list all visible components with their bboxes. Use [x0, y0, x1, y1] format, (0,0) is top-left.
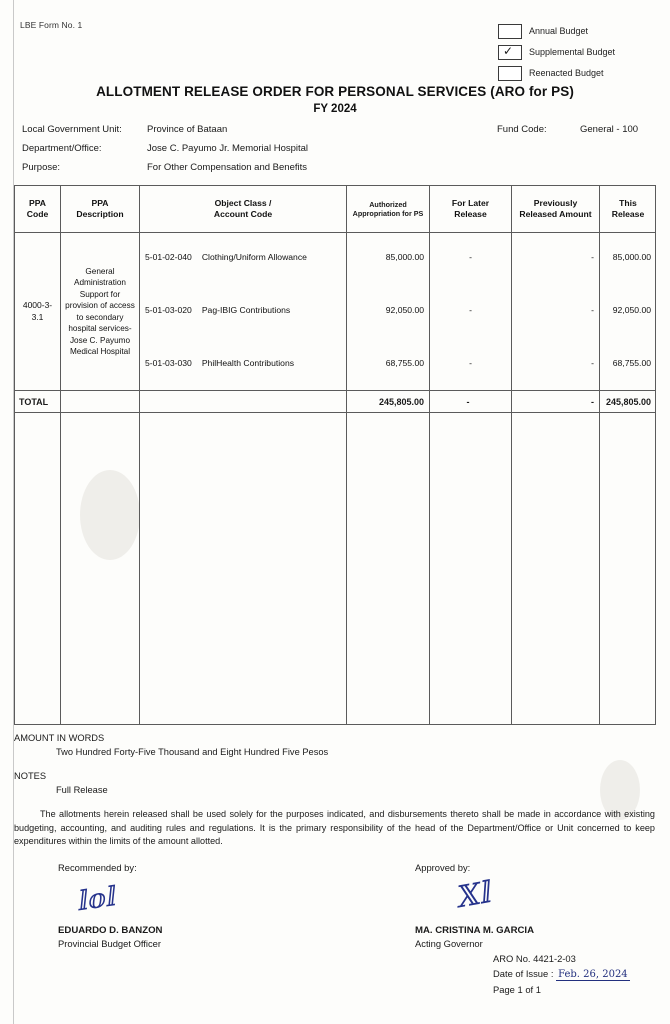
- checkbox-icon[interactable]: [498, 24, 522, 39]
- total-label: TOTAL: [19, 396, 49, 407]
- header-this-release: This Release: [611, 198, 645, 219]
- header-row-lgu: [22, 124, 652, 143]
- this-release-amount: 85,000.00: [612, 252, 651, 262]
- checkbox-checked-icon[interactable]: [498, 45, 522, 60]
- fiscal-year: FY 2024: [313, 103, 357, 115]
- header-object-class: Object Class / Account Code: [213, 198, 273, 219]
- recommended-by-name: EDUARDO D. BANZON: [58, 925, 163, 936]
- page-title: ALLOTMENT RELEASE ORDER FOR PERSONAL SERVICES (ARO for PS): [96, 84, 574, 99]
- amount-in-words-block: [14, 733, 328, 757]
- budget-type-label: Reenacted Budget: [529, 68, 604, 78]
- purpose-value: For Other Compensation and Benefits: [147, 162, 308, 173]
- for-later-release-amount: -: [469, 305, 472, 315]
- header-previously-released: Previously Released Amount: [519, 198, 592, 219]
- legal-paragraph-text: The allotments herein released shall be used solely for the purposes indicated, and disbursements thereto shall be made in accordance with existing budgeting, accounting, and auditing rules and regulations. It is the primary responsibility of the head of the Department/Office or Unit concerned to keep expenditures within the limits of the amount allotted.: [14, 809, 655, 846]
- header-row-purpose: [22, 162, 652, 181]
- approved-by-block: [415, 862, 534, 949]
- table-row: [140, 354, 346, 372]
- previously-released-amount: -: [591, 358, 594, 368]
- amount-in-words-label: AMOUNT IN WORDS: [14, 733, 105, 743]
- recommended-by-block: [58, 862, 162, 949]
- recommended-by-role: Provincial Budget Officer: [58, 938, 162, 949]
- header-authorized-appropriation: Authorized Appropriation for PS: [352, 200, 424, 218]
- authorized-amount: 68,755.00: [385, 358, 424, 368]
- account-code: 5-01-03-020: [145, 305, 192, 315]
- footer-block: [493, 951, 630, 997]
- allotment-table: [14, 185, 656, 725]
- col-divider: [599, 186, 600, 724]
- checkbox-icon[interactable]: [498, 66, 522, 81]
- notes-block: [14, 771, 108, 795]
- col-divider: [511, 186, 512, 724]
- purpose-label: Purpose:: [22, 162, 61, 173]
- total-this-release: 245,805.00: [605, 396, 651, 407]
- account-name: PhilHealth Contributions: [201, 358, 295, 368]
- date-of-issue-label: Date of Issue :: [493, 968, 554, 979]
- col-divider: [139, 186, 140, 724]
- date-of-issue-row: [493, 966, 630, 982]
- notes-label: NOTES: [14, 771, 47, 781]
- header-for-later-release: For Later Release: [451, 198, 490, 219]
- date-of-issue-value: Feb. 26, 2024: [558, 969, 628, 980]
- fund-code-label: Fund Code:: [497, 124, 547, 135]
- budget-type-reenacted[interactable]: [498, 64, 658, 82]
- row-divider: [15, 412, 655, 413]
- check-mark-icon: ✓: [503, 43, 514, 58]
- total-previously: -: [591, 396, 594, 407]
- approved-by-label: Approved by:: [415, 862, 471, 873]
- approved-by-role: Acting Governor: [415, 938, 483, 949]
- account-code: 5-01-03-030: [145, 358, 192, 368]
- page-number: Page 1 of 1: [493, 984, 541, 995]
- department-value: Jose C. Payumo Jr. Memorial Hospital: [147, 143, 309, 154]
- account-name: Pag-IBIG Contributions: [201, 305, 291, 315]
- col-divider: [346, 186, 347, 724]
- lgu-value: Province of Bataan: [147, 124, 228, 135]
- aro-number: ARO No. 4421-2-03: [493, 953, 576, 964]
- budget-type-group: [498, 22, 658, 85]
- ppa-code-value: 4000-3-3.1: [22, 300, 53, 322]
- previously-released-amount: -: [591, 305, 594, 315]
- budget-type-supplemental[interactable]: [498, 43, 658, 61]
- form-number: LBE Form No. 1: [20, 20, 83, 30]
- recommended-by-label: Recommended by:: [58, 862, 137, 873]
- table-row: [140, 248, 346, 266]
- authorized-amount: 92,050.00: [385, 305, 424, 315]
- budget-type-label: Annual Budget: [529, 26, 589, 36]
- title-block: [0, 84, 670, 115]
- amount-in-words-value: Two Hundred Forty-Five Thousand and Eight Hundred Five Pesos: [56, 747, 329, 757]
- header-info: [22, 124, 652, 181]
- legal-paragraph: [14, 808, 655, 849]
- ppa-description-value: General Administration Support for provision of access to secondary hospital services- Jose C. Payumo Medical Hospital: [65, 266, 135, 356]
- col-divider: [429, 186, 430, 724]
- table-row: [140, 301, 346, 319]
- account-name: Clothing/Uniform Allowance: [201, 252, 307, 262]
- signature-mark-icon: 𝕏𝕝: [452, 875, 493, 916]
- approved-by-name: MA. CRISTINA M. GARCIA: [415, 925, 535, 936]
- total-authorized: 245,805.00: [378, 396, 424, 407]
- for-later-release-amount: -: [469, 358, 472, 368]
- department-label: Department/Office:: [22, 143, 102, 154]
- for-later-release-amount: -: [469, 252, 472, 262]
- header-ppa-code: PPA Code: [26, 198, 49, 219]
- lgu-label: Local Government Unit:: [22, 124, 122, 135]
- this-release-amount: 92,050.00: [612, 305, 651, 315]
- budget-type-label: Supplemental Budget: [529, 47, 616, 57]
- total-for-later: -: [466, 396, 470, 407]
- this-release-amount: 68,755.00: [612, 358, 651, 368]
- signature-mark-icon: 𝕝𝕠𝕝: [74, 881, 117, 918]
- header-row-department: [22, 143, 652, 162]
- budget-type-annual[interactable]: [498, 22, 658, 40]
- previously-released-amount: -: [591, 252, 594, 262]
- notes-value: Full Release: [56, 785, 108, 795]
- header-ppa-description: PPA Description: [76, 198, 124, 219]
- authorized-amount: 85,000.00: [385, 252, 424, 262]
- fund-code-value: General - 100: [580, 124, 639, 135]
- account-code: 5-01-02-040: [145, 252, 192, 262]
